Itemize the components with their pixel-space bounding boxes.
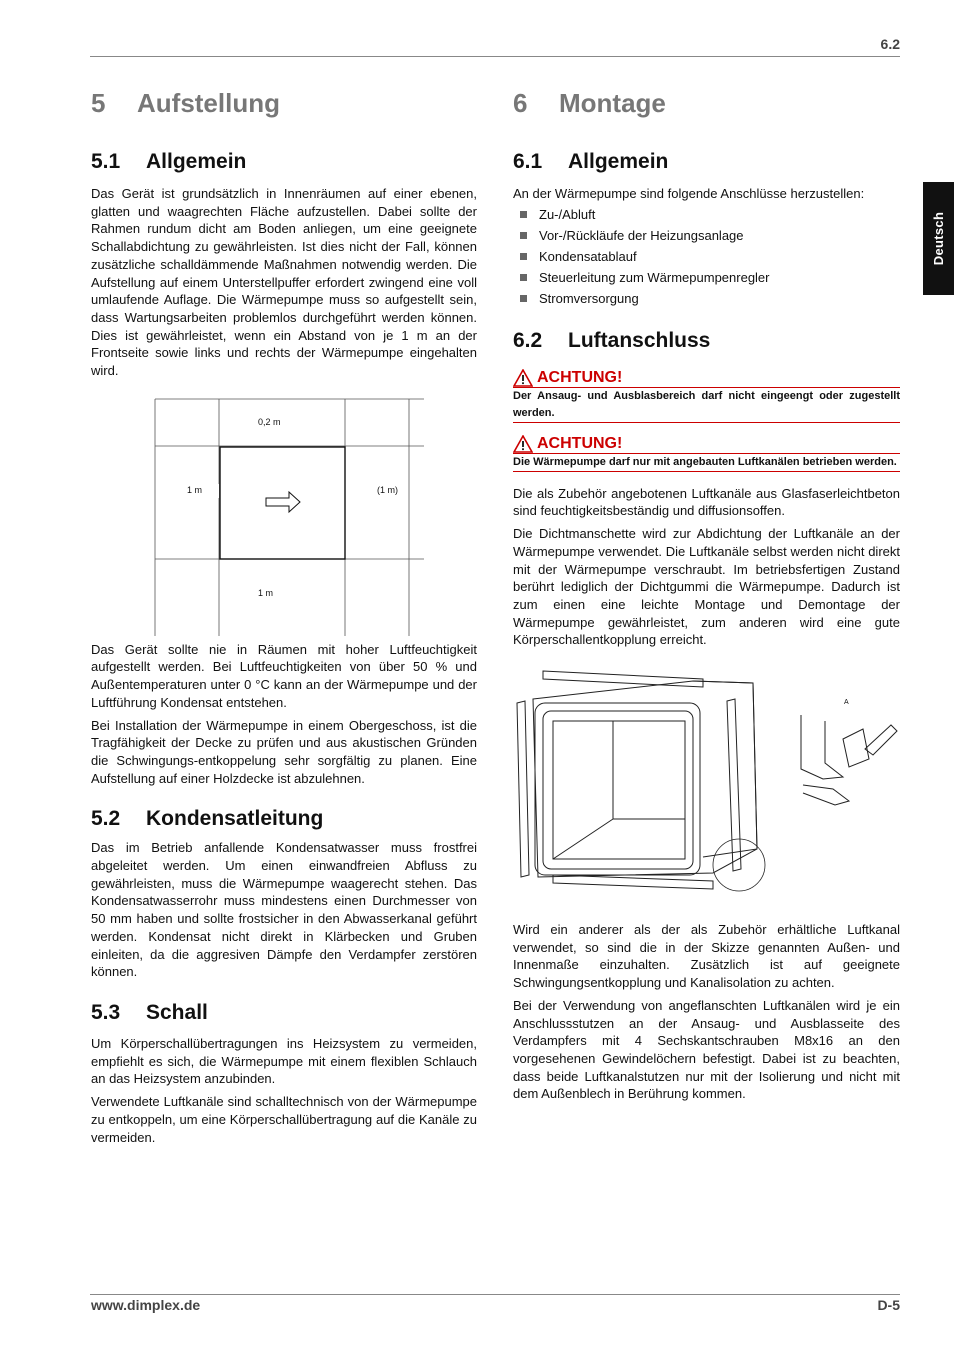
duct-outline (533, 681, 757, 877)
warning-rule (513, 471, 900, 472)
warning-header (513, 369, 900, 387)
chapter-number: 5 (91, 88, 106, 118)
paragraph: Verwendete Luftkanäle sind schalltechnisch von der Wärmepumpe zu entkoppeln, um eine Körperschallübertragung auf die Kanäle zu vermeiden. (91, 1094, 477, 1145)
paragraph: Wird ein anderer als der als Zubehör erhältliche Luftkanal verwendet, so sind die in der Skizze genannten Außen- und Innenmaße einzuhalten. Zusätzlich ist auf geeignete Schwingungsentkopplung und Kanalisolation zu achten. (513, 922, 900, 991)
inner-edge (553, 819, 613, 859)
detail-clamp (843, 729, 869, 767)
mounting-rail (543, 671, 703, 687)
mounting-rail (553, 875, 713, 889)
bullet-icon (520, 295, 527, 302)
section-number: 6.1 (513, 150, 543, 173)
chapter-5-heading (91, 88, 477, 119)
air-duct-illustration (513, 659, 900, 915)
page-reference: 6.2 (880, 36, 900, 52)
chapter-title: Aufstellung (137, 88, 280, 118)
detail-bracket (801, 715, 843, 779)
bullet-icon (520, 232, 527, 239)
warning-rule (513, 422, 900, 423)
section-title: Luftanschluss (568, 328, 711, 352)
list-item-label: Vor-/Rückläufe der Heizungsanlage (539, 227, 744, 243)
warning-box-2 (513, 435, 900, 472)
dimension-label-top: 0,2 m (258, 416, 281, 427)
section-5-1-heading (91, 150, 477, 174)
warning-text: Die Wärmepumpe darf nur mit angebauten Luftkanälen betrieben werden. (513, 455, 897, 468)
detail-bolt (865, 725, 897, 755)
air-duct-drawing (513, 659, 900, 915)
bullet-icon (520, 211, 527, 218)
section-number: 5.2 (91, 807, 121, 831)
list-item-label: Zu-/Abluft (539, 206, 596, 222)
warning-title: ACHTUNG! (537, 434, 623, 452)
list-item-label: Stromversorgung (539, 290, 639, 306)
clearance-diagram-svg (91, 391, 477, 636)
section-number: 5.3 (91, 1000, 121, 1024)
dimension-label-bottom: 1 m (258, 587, 274, 598)
figure-label-a: A (844, 699, 849, 707)
inner-edge (613, 721, 685, 819)
paragraph: Bei der Verwendung von angeflanschten Luftkanälen wird je ein Anschlussstutzen an der Ansaug- und Ausblasseite des Verdampfers mit 4 Sechskantschrauben M8x16 an den vorgesehenen Gewindelöchern befestigt. Dabei ist zu beachten, dass beide Luftkanalstutzen nur mit der Isolierung und nicht mit dem Außenblech in Berührung kommen. (513, 997, 900, 1102)
list-item (513, 204, 900, 225)
section-6-1-heading (513, 150, 900, 174)
list-item (513, 225, 900, 246)
language-tab (923, 182, 954, 295)
footer-url: www.dimplex.de (91, 1297, 201, 1313)
header-rule (90, 56, 900, 57)
section-6-2-heading (513, 329, 900, 353)
paragraph: Das Gerät sollte nie in Räumen mit hoher Luftfeuchtigkeit aufgestellt werden. Bei Luftfeuchtigkeiten von über 50 % und Außentemperaturen unter 0 °C kann an der Wärmepumpe und der Luftführung Kondensat entstehen. (91, 641, 477, 710)
section-number: 5.1 (91, 150, 121, 173)
section-title: Schall (146, 1000, 208, 1024)
language-tab-label: Deutsch (931, 211, 947, 266)
duct-side (693, 681, 757, 857)
right-column (513, 88, 900, 1103)
section-title: Allgemein (568, 150, 669, 173)
list-item-label: Steuerleitung zum Wärmepumpenregler (539, 269, 770, 285)
section-5-3-heading (91, 1001, 477, 1025)
chapter-6-heading (513, 88, 900, 119)
mounting-rail (517, 701, 529, 877)
clearance-diagram (91, 391, 477, 636)
mounting-rail (727, 699, 741, 871)
list-item-label: Kondensatablauf (539, 248, 637, 264)
bullet-icon (520, 274, 527, 281)
chapter-title: Montage (559, 88, 666, 118)
section-title: Allgemein (146, 150, 247, 173)
footer-page-number: D-5 (877, 1297, 900, 1313)
section-number: 6.2 (513, 328, 543, 352)
paragraph: Bei Installation der Wärmepumpe in einem Obergeschoss, ist die Tragfähigkeit der Decke zu prüfen und aus akustischen Gründen die Schwingungs-entkoppelung sehr sorgfältig zu planen. Eine Aufstellung auf einer Holzdecke ist abzulehnen. (91, 717, 477, 786)
flange-outer (535, 703, 700, 875)
warning-text: Der Ansaug- und Ausblasbereich darf nicht eingeengt oder zugestellt werden. (513, 389, 900, 419)
section-title: Kondensatleitung (146, 807, 324, 831)
duct-opening (553, 721, 685, 859)
dimension-label-right: (1 m) (377, 484, 398, 495)
warning-triangle-icon (513, 369, 533, 387)
paragraph: Das Gerät ist grundsätzlich in Innenräumen auf einer ebenen, glatten und waagrechten Fläche aufzustellen. Dabei sollte der Rahmen rundum dicht am Boden anliegen, um eine geeignete Schallabdichtung zu gewährleisten. Ist dies nicht der Fall, können zusätzliche schalldämmende Maßnahmen notwendig werden. Die Aufstellung auf einem Unterstellpuffer erfordert zwingend eine voll umlaufende Auflage. Die Wärmepumpe muss so aufgestellt sein, dass Wartungsarbeiten problemlos durchgeführt werden können. Dies ist gewährleistet, wenn ein Abstand von je 1 m an der Frontseite sowie links und rechts der Wärmepumpe eingehalten wird. (91, 186, 477, 379)
warning-header (513, 435, 900, 453)
flange-inner (543, 711, 693, 869)
paragraph: Um Körperschallübertragungen ins Heizsystem zu vermeiden, empfiehlt es sich, die Wärmepumpe mit einem flexiblen Schlauch an das Heizsystem anzubinden. (91, 1035, 477, 1087)
detail-foot (803, 785, 849, 805)
list-item (513, 267, 900, 288)
paragraph: Das im Betrieb anfallende Kondensatwasser muss frostfrei abgeleitet werden. Um einen einwandfreien Abfluss zu gewährleisten, muss die Wärmepumpe waagerecht stehen. Das Kondensatwasserrohr muss mindestens einen Durchmesser von 50 mm haben und sollte frostsicher in den Abwasserkanal geführt werden. Kondensat nicht direkt in Klärbecken und Gruben einleiten, da die aggresiven Dämpfe den Verdampfer zerstören können. (91, 840, 477, 980)
left-column (91, 88, 477, 1146)
list-item (513, 288, 900, 309)
paragraph: Die als Zubehör angebotenen Luftkanäle aus Glasfaserleichtbeton sind feuchtigkeitsbeständig und diffusionsoffen. (513, 485, 900, 519)
dimension-label-left: 1 m (187, 484, 203, 495)
chapter-number: 6 (513, 88, 528, 118)
footer-rule (90, 1294, 900, 1295)
paragraph: An der Wärmepumpe sind folgende Anschlüsse herzustellen: (513, 186, 865, 201)
warning-title: ACHTUNG! (537, 368, 623, 386)
warning-triangle-icon (513, 435, 533, 453)
section-5-2-heading (91, 807, 477, 831)
list-item (513, 246, 900, 267)
bullet-icon (520, 253, 527, 260)
warning-box-1 (513, 369, 900, 423)
paragraph: Die Dichtmanschette wird zur Abdichtung der Luftkanäle an der Wärmepumpe verwendet. Die Luftkanäle selbst werden nicht direkt mit der Wärmepumpe verschraubt. Im betriebsfertigen Zustand berührt lediglich der Dichtgummi die Wärmepumpe. Dadurch ist zum einen eine leichte Montage und Demontage der Wärmepumpe gewährleistet, zum anderen wird eine gute Körperschallentkopplung erreicht. (513, 526, 900, 648)
detail-circle (713, 839, 765, 891)
connection-list (513, 204, 900, 309)
